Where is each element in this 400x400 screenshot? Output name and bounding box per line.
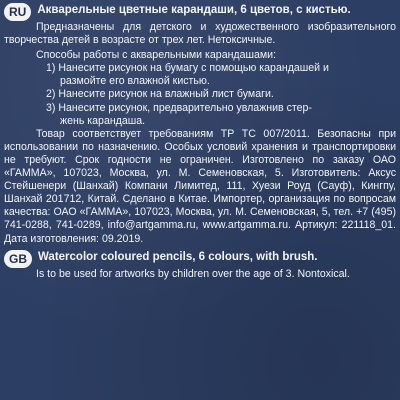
gb-product-title: Watercolor coloured pencils, 6 colours, with brush. bbox=[38, 250, 318, 263]
ru-method-line: жень карандаша. bbox=[60, 114, 146, 127]
ru-body-text: Товар соответствует требованиям ТР ТС 007/2011. Безопасны при использовании по назначению. Особых условий хранения и транспортировки не требуют. Срок годности не ограничен. Изготовлено по заказу ОАО «ГАММА», 107023, Москва, ул. М. Семеновская, 5. Изготовитель: Аксус Стейшенери (Шанхай) Компани Лимитед, 111, Хуези Роуд (Сауф), Кингпу, Шанхай 201712, Китай. Сделано в Китае. Импортер, организация по вопросам качества: ОАО «ГАММА», 107023, Москва, ул. М. Семеновская, 5, тел. +7 (495) 741-0288, 741-0289, info@artgamma.ru, www.artgamma.ru. Артикул: 221118_01. Дата изготовления: 09.2019. bbox=[4, 127, 396, 245]
label-text bbox=[4, 3, 396, 281]
ru-intro: Предназначены для детского и художественного изобразительного творчества детей в возрасте от трех лет. Нетоксичные. bbox=[4, 21, 396, 47]
ru-product-title: Акварельные цветные карандаши, 6 цветов, с кистью. bbox=[37, 4, 351, 16]
ru-header bbox=[4, 3, 396, 21]
ru-language-badge: RU bbox=[4, 3, 31, 21]
gb-intro: Is to be used for artworks by children over the age of 3. Nontoxical. bbox=[36, 267, 350, 280]
ru-methods-list bbox=[46, 62, 396, 127]
ru-method-line: 2) Нанесите рисунок на влажный лист бумаги. bbox=[46, 88, 274, 101]
ru-methods-title: Способы работы с акварельными карандашами: bbox=[36, 49, 277, 62]
gb-language-badge: GB bbox=[4, 250, 32, 268]
ru-method-line: размойте его влажной кистью. bbox=[60, 75, 210, 88]
gb-header bbox=[4, 250, 396, 268]
ru-method-line: 3) Нанесите рисунок, предварительно увлажнив стер- bbox=[46, 101, 312, 114]
ru-method-line: 1) Нанесите рисунок на бумагу с помощью карандашей и bbox=[46, 62, 329, 75]
